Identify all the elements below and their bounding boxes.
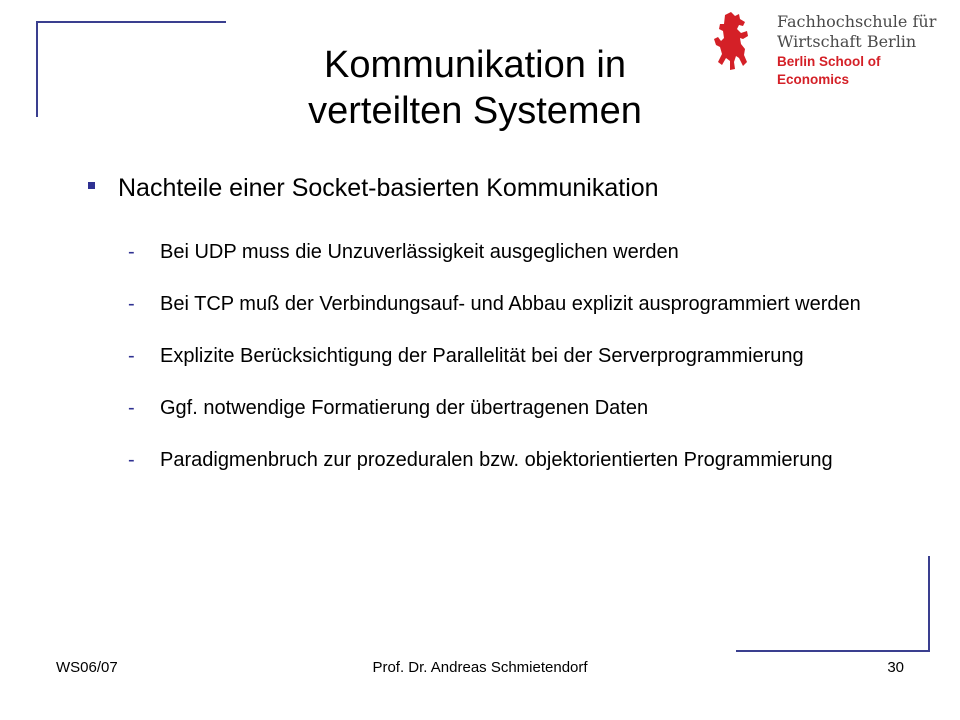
slide-title (240, 42, 710, 134)
dash-bullet-icon: - (128, 449, 135, 471)
dash-bullet-icon: - (128, 241, 135, 263)
list-item-text: Ggf. notwendige Formatierung der übertragenen Daten (160, 397, 649, 419)
list-item-text: Paradigmenbruch zur prozeduralen bzw. objektorientierten Programmierung (160, 449, 833, 471)
logo-line2: Wirtschaft Berlin (777, 32, 917, 51)
list-item (128, 226, 888, 278)
list-item-text: Bei UDP muss die Unzuverlässigkeit ausgeglichen werden (160, 241, 679, 263)
footer-semester: WS06/07 (56, 659, 118, 676)
university-logo (700, 10, 956, 87)
list-item (128, 278, 888, 330)
main-bullet-text: Nachteile einer Socket-basierten Kommunikation (118, 174, 659, 202)
slide-title-line2: verteilten Systemen (308, 90, 642, 132)
slide-title-line1: Kommunikation in (323, 44, 627, 86)
dash-bullet-icon: - (128, 345, 135, 367)
list-item-text: Explizite Berücksichtigung der Parallelität bei der Serverprogrammierung (160, 345, 804, 367)
berlin-bear-icon (712, 12, 752, 72)
logo-line3: Berlin School of Economics (777, 54, 881, 87)
logo-line1: Fachhochschule für (777, 12, 937, 31)
frame-line-right (928, 556, 930, 652)
footer-page-number: 30 (887, 659, 904, 676)
sub-bullet-list (128, 226, 888, 486)
dash-bullet-icon: - (128, 293, 135, 315)
list-item (128, 330, 888, 382)
frame-line-left (36, 21, 38, 117)
list-item-text: Bei TCP muß der Verbindungsauf- und Abbau explizit ausprogrammiert werden (160, 293, 861, 315)
square-bullet-icon (88, 182, 95, 189)
frame-line-top-left (36, 21, 226, 23)
list-item (128, 382, 888, 434)
footer-author: Prof. Dr. Andreas Schmietendorf (372, 659, 588, 676)
frame-line-bottom-right (736, 650, 930, 652)
dash-bullet-icon: - (128, 397, 135, 419)
list-item (128, 434, 888, 486)
